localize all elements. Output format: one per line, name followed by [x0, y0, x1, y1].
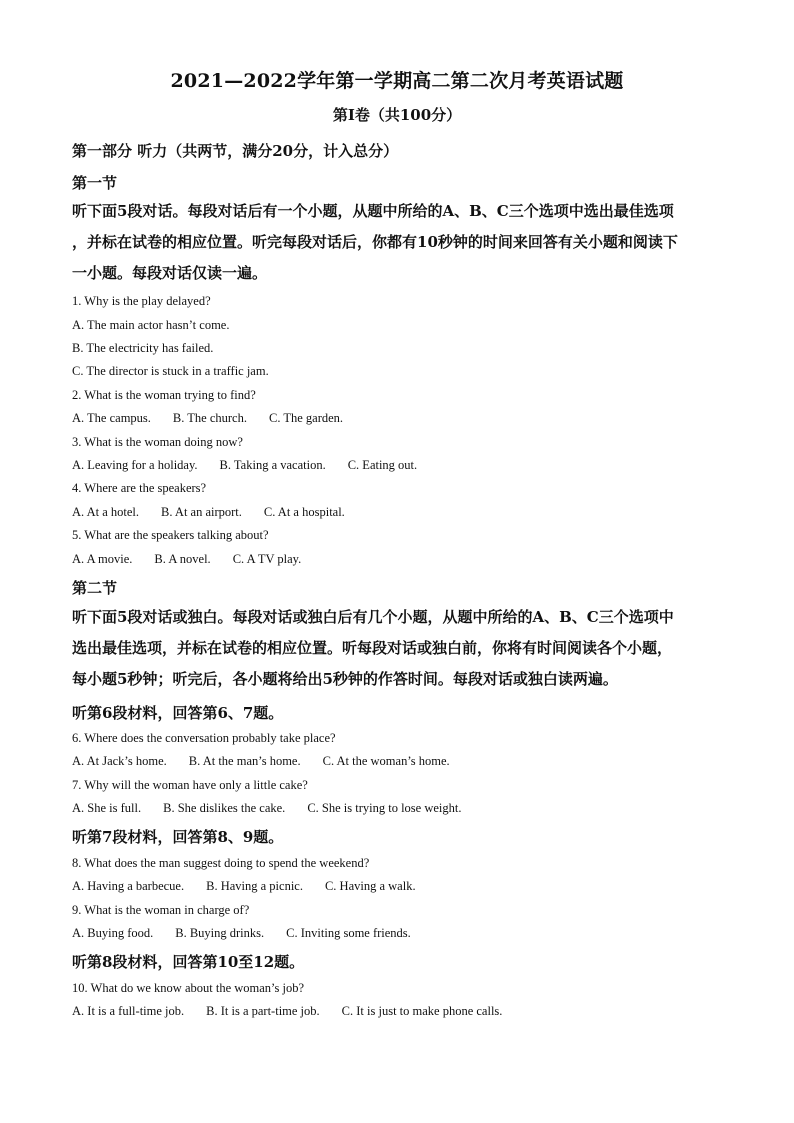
instruction-line: 一小题。每段对话仅读一遍。 [72, 264, 268, 282]
options-row [72, 879, 416, 894]
question-option[interactable]: C. It is just to make phone calls. [341, 1004, 503, 1018]
question-stem: 3. What is the woman doing now? [72, 435, 243, 449]
question-option[interactable]: B. Taking a vacation. [219, 458, 326, 472]
question-stem: 6. Where does the conversation probably take place? [72, 731, 336, 745]
options-row [72, 754, 450, 769]
question-option[interactable]: A. Having a barbecue. [72, 879, 185, 893]
question-option[interactable]: A. The main actor hasn’t come. [72, 318, 230, 332]
question-option[interactable]: B. Having a picnic. [206, 879, 303, 893]
instruction-line: 听下面5段对话或独白。每段对话或独白后有几个小题，从题中所给的A、B、C三个选项中 [72, 608, 674, 626]
instruction-line: 听下面5段对话。每段对话后有一个小题，从题中所给的A、B、C三个选项中选出最佳选项 [72, 202, 674, 220]
part1-heading: 第一部分 听力（共两节，满分20分，计入总分） [72, 142, 399, 160]
options-row [72, 552, 301, 567]
question-option[interactable]: B. A novel. [154, 552, 211, 566]
question-option[interactable]: C. At a hospital. [263, 505, 345, 519]
question-option[interactable]: C. She is trying to lose weight. [307, 801, 462, 815]
question-option[interactable]: A. Leaving for a holiday. [72, 458, 198, 472]
question-option[interactable]: C. Having a walk. [324, 879, 416, 893]
question-option[interactable]: B. She dislikes the cake. [163, 801, 286, 815]
question-stem: 1. Why is the play delayed? [72, 294, 211, 308]
options-row [72, 411, 343, 426]
question-option[interactable]: B. It is a part-time job. [206, 1004, 320, 1018]
options-row [72, 926, 411, 941]
section2-heading: 第二节 [72, 579, 118, 597]
question-option[interactable]: B. At an airport. [161, 505, 242, 519]
instruction-line: ，并标在试卷的相应位置。听完每段对话后，你都有10秒钟的时间来回答有关小题和阅读下 [72, 233, 678, 251]
options-row [72, 801, 461, 816]
question-option[interactable]: A. The campus. [72, 411, 151, 425]
question-stem: 10. What do we know about the woman’s job? [72, 981, 305, 995]
options-row [72, 1004, 502, 1019]
page-title: 2021—2022学年第一学期高二第二次月考英语试题 [170, 70, 624, 92]
question-option[interactable]: B. The electricity has failed. [72, 341, 214, 355]
material-heading: 听第8段材料，回答第10至12题。 [72, 953, 305, 971]
question-option[interactable]: A. At Jack’s home. [72, 754, 167, 768]
question-option[interactable]: C. The garden. [268, 411, 344, 425]
material-heading: 听第6段材料，回答第6、7题。 [72, 704, 284, 722]
question-stem: 7. Why will the woman have only a little cake? [72, 778, 308, 792]
question-option[interactable]: A. She is full. [72, 801, 142, 815]
instruction-line: 每小题5秒钟；听完后，各小题将给出5秒钟的作答时间。每段对话或独白读两遍。 [72, 670, 618, 688]
question-option[interactable]: A. Buying food. [72, 926, 154, 940]
options-row [72, 458, 417, 473]
instruction-line: 选出最佳选项，并标在试卷的相应位置。听每段对话或独白前，你将有时间阅读各个小题， [72, 639, 673, 657]
question-stem: 2. What is the woman trying to find? [72, 388, 256, 402]
question-stem: 9. What is the woman in charge of? [72, 903, 250, 917]
question-option[interactable]: C. At the woman’s home. [322, 754, 450, 768]
section2-instructions [72, 602, 726, 695]
question-option[interactable]: C. Inviting some friends. [286, 926, 411, 940]
question-option[interactable]: B. At the man’s home. [188, 754, 301, 768]
page-subtitle: 第I卷（共100分） [332, 106, 462, 124]
question-stem: 8. What does the man suggest doing to spend the weekend? [72, 856, 370, 870]
question-option[interactable]: C. A TV play. [232, 552, 302, 566]
question-option[interactable]: A. It is a full-time job. [72, 1004, 185, 1018]
material-heading: 听第7段材料，回答第8、9题。 [72, 828, 284, 846]
section1-instructions [72, 196, 726, 289]
question-stem: 4. Where are the speakers? [72, 481, 207, 495]
question-option[interactable]: A. At a hotel. [72, 505, 140, 519]
options-row [72, 505, 345, 520]
question-option[interactable]: B. The church. [172, 411, 247, 425]
question-option[interactable]: B. Buying drinks. [175, 926, 265, 940]
question-option[interactable]: A. A movie. [72, 552, 133, 566]
question-stem: 5. What are the speakers talking about? [72, 528, 269, 542]
question-option[interactable]: C. Eating out. [347, 458, 418, 472]
question-option[interactable]: C. The director is stuck in a traffic jam. [72, 364, 269, 378]
section1-heading: 第一节 [72, 174, 118, 192]
